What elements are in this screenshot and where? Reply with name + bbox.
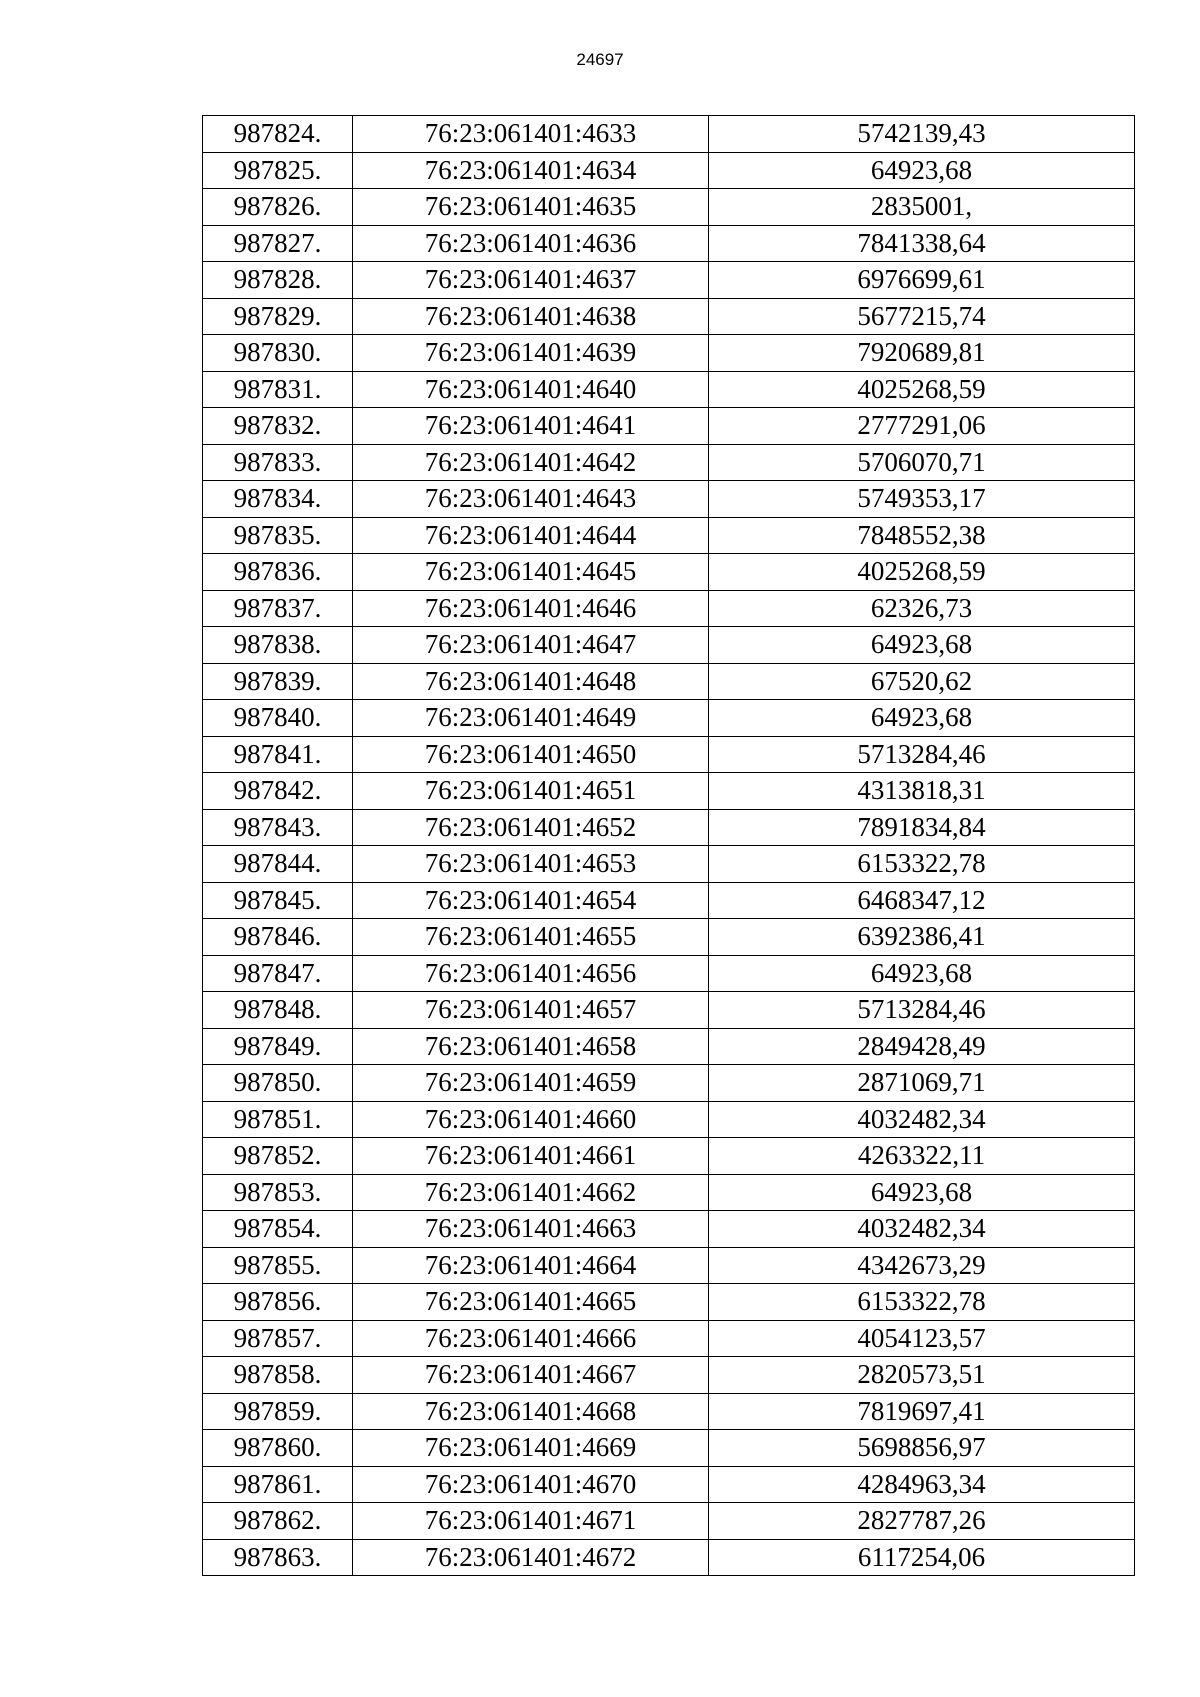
cadastral-value-cell: 62326,73	[709, 590, 1135, 627]
table-row	[203, 846, 1135, 883]
cadastral-value-cell: 7848552,38	[709, 517, 1135, 554]
cadastral-number-cell: 76:23:061401:4666	[353, 1320, 709, 1357]
cadastral-value-cell: 4025268,59	[709, 371, 1135, 408]
row-number-cell: 987845.	[203, 882, 353, 919]
row-number-cell: 987840.	[203, 700, 353, 737]
row-number-cell: 987836.	[203, 554, 353, 591]
row-number-cell: 987848.	[203, 992, 353, 1029]
row-number-cell: 987832.	[203, 408, 353, 445]
cadastral-value-cell: 6392386,41	[709, 919, 1135, 956]
cadastral-number-cell: 76:23:061401:4659	[353, 1065, 709, 1102]
table-row	[203, 225, 1135, 262]
table-row	[203, 1430, 1135, 1467]
cadastral-value-cell: 6153322,78	[709, 846, 1135, 883]
cadastral-number-cell: 76:23:061401:4663	[353, 1211, 709, 1248]
cadastral-number-cell: 76:23:061401:4636	[353, 225, 709, 262]
cadastral-number-cell: 76:23:061401:4656	[353, 955, 709, 992]
table-row	[203, 663, 1135, 700]
cadastral-value-cell: 4025268,59	[709, 554, 1135, 591]
row-number-cell: 987827.	[203, 225, 353, 262]
cadastral-value-cell: 2777291,06	[709, 408, 1135, 445]
cadastral-number-cell: 76:23:061401:4637	[353, 262, 709, 299]
row-number-cell: 987846.	[203, 919, 353, 956]
cadastral-number-cell: 76:23:061401:4661	[353, 1138, 709, 1175]
cadastral-number-cell: 76:23:061401:4662	[353, 1174, 709, 1211]
cadastral-number-cell: 76:23:061401:4668	[353, 1393, 709, 1430]
row-number-cell: 987847.	[203, 955, 353, 992]
cadastral-number-cell: 76:23:061401:4633	[353, 116, 709, 153]
row-number-cell: 987842.	[203, 773, 353, 810]
table-row	[203, 1503, 1135, 1540]
cadastral-value-cell: 64923,68	[709, 955, 1135, 992]
table-row	[203, 481, 1135, 518]
row-number-cell: 987841.	[203, 736, 353, 773]
table-row	[203, 1247, 1135, 1284]
row-number-cell: 987843.	[203, 809, 353, 846]
table-row	[203, 517, 1135, 554]
cadastral-value-cell: 64923,68	[709, 700, 1135, 737]
table-row	[203, 335, 1135, 372]
cadastral-number-cell: 76:23:061401:4647	[353, 627, 709, 664]
table-row	[203, 262, 1135, 299]
row-number-cell: 987854.	[203, 1211, 353, 1248]
table-row	[203, 1357, 1135, 1394]
table-row	[203, 371, 1135, 408]
cadastral-value-cell: 5713284,46	[709, 736, 1135, 773]
cadastral-value-cell: 2871069,71	[709, 1065, 1135, 1102]
cadastral-value-cell: 7819697,41	[709, 1393, 1135, 1430]
row-number-cell: 987831.	[203, 371, 353, 408]
cadastral-number-cell: 76:23:061401:4638	[353, 298, 709, 335]
table-row	[203, 1028, 1135, 1065]
cadastral-value-cell: 64923,68	[709, 1174, 1135, 1211]
row-number-cell: 987825.	[203, 152, 353, 189]
row-number-cell: 987826.	[203, 189, 353, 226]
table-row	[203, 152, 1135, 189]
cadastral-value-cell: 5713284,46	[709, 992, 1135, 1029]
cadastral-number-cell: 76:23:061401:4641	[353, 408, 709, 445]
cadastral-value-cell: 4313818,31	[709, 773, 1135, 810]
cadastral-number-cell: 76:23:061401:4652	[353, 809, 709, 846]
cadastral-number-cell: 76:23:061401:4667	[353, 1357, 709, 1394]
table-row	[203, 736, 1135, 773]
table-row	[203, 444, 1135, 481]
cadastral-value-cell: 7891834,84	[709, 809, 1135, 846]
cadastral-value-cell: 4032482,34	[709, 1211, 1135, 1248]
row-number-cell: 987837.	[203, 590, 353, 627]
table-row	[203, 955, 1135, 992]
row-number-cell: 987852.	[203, 1138, 353, 1175]
row-number-cell: 987855.	[203, 1247, 353, 1284]
cadastral-value-cell: 7920689,81	[709, 335, 1135, 372]
row-number-cell: 987849.	[203, 1028, 353, 1065]
cadastral-number-cell: 76:23:061401:4658	[353, 1028, 709, 1065]
cadastral-number-cell: 76:23:061401:4635	[353, 189, 709, 226]
row-number-cell: 987860.	[203, 1430, 353, 1467]
cadastral-number-cell: 76:23:061401:4639	[353, 335, 709, 372]
row-number-cell: 987833.	[203, 444, 353, 481]
table-row	[203, 700, 1135, 737]
row-number-cell: 987850.	[203, 1065, 353, 1102]
cadastral-number-cell: 76:23:061401:4649	[353, 700, 709, 737]
table-row	[203, 773, 1135, 810]
cadastral-value-cell: 5698856,97	[709, 1430, 1135, 1467]
cadastral-value-cell: 5706070,71	[709, 444, 1135, 481]
cadastral-number-cell: 76:23:061401:4654	[353, 882, 709, 919]
cadastral-value-cell: 7841338,64	[709, 225, 1135, 262]
cadastral-value-cell: 4032482,34	[709, 1101, 1135, 1138]
table-row	[203, 116, 1135, 153]
table-row	[203, 882, 1135, 919]
table-row	[203, 1065, 1135, 1102]
table-row	[203, 1320, 1135, 1357]
cadastral-value-cell: 6468347,12	[709, 882, 1135, 919]
table-body	[203, 116, 1135, 1576]
cadastral-number-cell: 76:23:061401:4643	[353, 481, 709, 518]
cadastral-number-cell: 76:23:061401:4640	[353, 371, 709, 408]
row-number-cell: 987829.	[203, 298, 353, 335]
row-number-cell: 987830.	[203, 335, 353, 372]
cadastral-number-cell: 76:23:061401:4642	[353, 444, 709, 481]
cadastral-value-cell: 64923,68	[709, 627, 1135, 664]
row-number-cell: 987856.	[203, 1284, 353, 1321]
cadastral-number-cell: 76:23:061401:4660	[353, 1101, 709, 1138]
cadastral-value-cell: 2849428,49	[709, 1028, 1135, 1065]
table-row	[203, 1393, 1135, 1430]
cadastral-value-cell: 5677215,74	[709, 298, 1135, 335]
cadastral-number-cell: 76:23:061401:4648	[353, 663, 709, 700]
row-number-cell: 987835.	[203, 517, 353, 554]
cadastral-value-cell: 67520,62	[709, 663, 1135, 700]
row-number-cell: 987857.	[203, 1320, 353, 1357]
row-number-cell: 987824.	[203, 116, 353, 153]
row-number-cell: 987853.	[203, 1174, 353, 1211]
table-row	[203, 809, 1135, 846]
table-row	[203, 408, 1135, 445]
table-row	[203, 627, 1135, 664]
cadastral-number-cell: 76:23:061401:4665	[353, 1284, 709, 1321]
cadastral-value-cell: 2827787,26	[709, 1503, 1135, 1540]
cadastral-value-cell: 4263322,11	[709, 1138, 1135, 1175]
table-row	[203, 1284, 1135, 1321]
table-row	[203, 298, 1135, 335]
cadastral-number-cell: 76:23:061401:4670	[353, 1466, 709, 1503]
table-row	[203, 590, 1135, 627]
row-number-cell: 987859.	[203, 1393, 353, 1430]
row-number-cell: 987838.	[203, 627, 353, 664]
table-row	[203, 1539, 1135, 1576]
table-row	[203, 1138, 1135, 1175]
cadastral-number-cell: 76:23:061401:4644	[353, 517, 709, 554]
cadastral-number-cell: 76:23:061401:4669	[353, 1430, 709, 1467]
cadastral-value-cell: 2835001,	[709, 189, 1135, 226]
table-row	[203, 992, 1135, 1029]
cadastral-number-cell: 76:23:061401:4650	[353, 736, 709, 773]
cadastral-number-cell: 76:23:061401:4645	[353, 554, 709, 591]
cadastral-number-cell: 76:23:061401:4655	[353, 919, 709, 956]
row-number-cell: 987834.	[203, 481, 353, 518]
row-number-cell: 987851.	[203, 1101, 353, 1138]
table-row	[203, 1174, 1135, 1211]
row-number-cell: 987861.	[203, 1466, 353, 1503]
cadastral-number-cell: 76:23:061401:4646	[353, 590, 709, 627]
table-row	[203, 1211, 1135, 1248]
table-row	[203, 554, 1135, 591]
cadastral-number-cell: 76:23:061401:4653	[353, 846, 709, 883]
row-number-cell: 987863.	[203, 1539, 353, 1576]
table-row	[203, 919, 1135, 956]
cadastral-value-cell: 64923,68	[709, 152, 1135, 189]
cadastral-number-cell: 76:23:061401:4672	[353, 1539, 709, 1576]
cadastral-value-cell: 6976699,61	[709, 262, 1135, 299]
row-number-cell: 987839.	[203, 663, 353, 700]
page-number: 24697	[576, 50, 624, 69]
table-row	[203, 189, 1135, 226]
table-row	[203, 1101, 1135, 1138]
row-number-cell: 987862.	[203, 1503, 353, 1540]
row-number-cell: 987828.	[203, 262, 353, 299]
cadastral-value-cell: 4342673,29	[709, 1247, 1135, 1284]
cadastral-value-cell: 6117254,06	[709, 1539, 1135, 1576]
table-row	[203, 1466, 1135, 1503]
row-number-cell: 987858.	[203, 1357, 353, 1394]
cadastral-value-table	[202, 115, 1135, 1576]
cadastral-number-cell: 76:23:061401:4651	[353, 773, 709, 810]
cadastral-number-cell: 76:23:061401:4634	[353, 152, 709, 189]
cadastral-value-cell: 5749353,17	[709, 481, 1135, 518]
cadastral-value-cell: 4284963,34	[709, 1466, 1135, 1503]
cadastral-value-cell: 6153322,78	[709, 1284, 1135, 1321]
cadastral-value-cell: 4054123,57	[709, 1320, 1135, 1357]
cadastral-number-cell: 76:23:061401:4664	[353, 1247, 709, 1284]
cadastral-value-cell: 5742139,43	[709, 116, 1135, 153]
cadastral-value-cell: 2820573,51	[709, 1357, 1135, 1394]
row-number-cell: 987844.	[203, 846, 353, 883]
cadastral-number-cell: 76:23:061401:4671	[353, 1503, 709, 1540]
cadastral-number-cell: 76:23:061401:4657	[353, 992, 709, 1029]
